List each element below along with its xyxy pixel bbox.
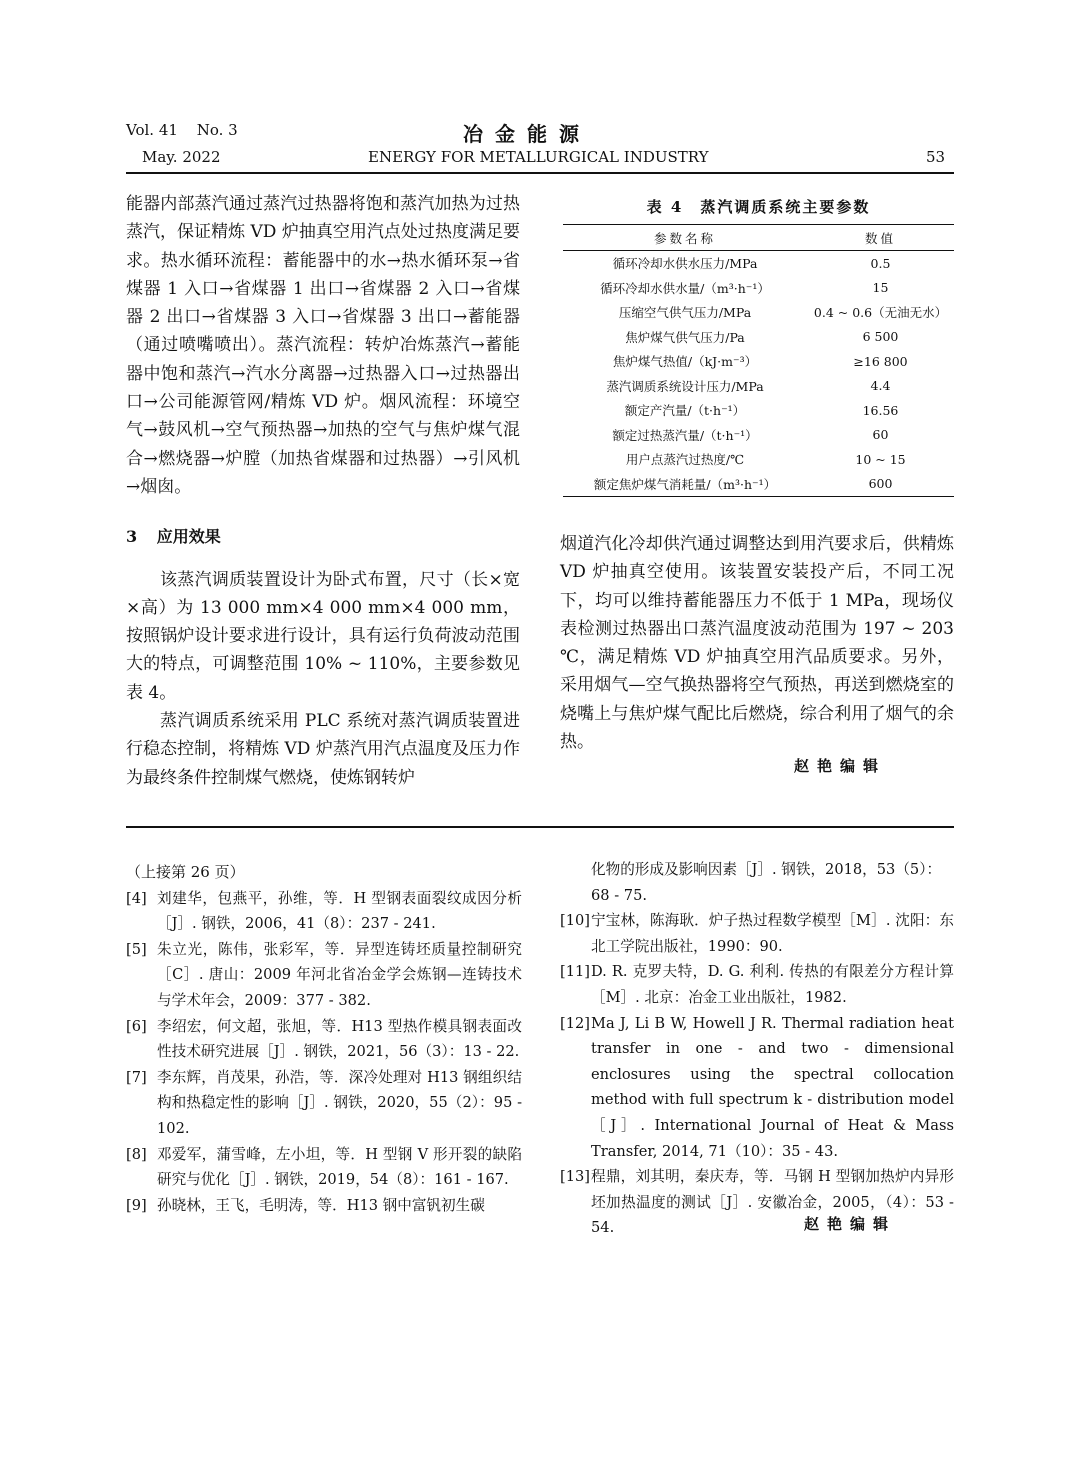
parameter-value: 0.5 bbox=[870, 255, 891, 271]
parameter-name: 额定焦炉煤气消耗量/（m³·h⁻¹） bbox=[563, 472, 807, 497]
reference-item bbox=[126, 1014, 522, 1065]
header-rule bbox=[126, 172, 954, 174]
parameter-name: 循环冷却水供水量/（m³·h⁻¹） bbox=[600, 280, 770, 296]
journal-title-en: ENERGY FOR METALLURGICAL INDUSTRY bbox=[368, 148, 709, 166]
parameter-name: 焦炉煤气热值/（kJ·m⁻³） bbox=[612, 354, 758, 370]
references-left bbox=[126, 860, 522, 1218]
reference-text: 刘建华，包燕平，孙维，等．H 型钢表面裂纹成因分析［J］. 钢铁，2006，41（8）：237 - 241. bbox=[157, 889, 522, 933]
paragraph: 蒸汽调质系统采用 PLC 系统对蒸汽调质装置进行稳态控制，将精炼 VD 炉蒸汽用汽点温度及压力作为最终条件控制煤气燃烧，使炼钢转炉 bbox=[126, 711, 520, 788]
parameters-table bbox=[563, 224, 954, 497]
table-row bbox=[563, 398, 954, 423]
reference-number: [6] bbox=[126, 1017, 147, 1035]
reference-number: [12] bbox=[560, 1014, 590, 1032]
reference-item bbox=[560, 908, 954, 959]
parameter-value: 60 bbox=[872, 427, 889, 443]
table-row bbox=[563, 423, 954, 448]
table-row bbox=[563, 349, 954, 374]
reference-text: 程鼎，刘其明，秦庆寿，等．马钢 H 型钢加热炉内异形坯加热温度的测试［J］. 安徽冶金，2005，（4）：53 - 54. bbox=[591, 1168, 954, 1237]
references-right bbox=[560, 857, 954, 1241]
volume: Vol. 41 bbox=[126, 121, 178, 139]
table-row bbox=[563, 472, 954, 497]
parameter-value: 15 bbox=[872, 280, 889, 296]
reference-number: [7] bbox=[126, 1068, 147, 1086]
reference-text: D. R. 克罗夫特，D. G. 利利. 传热的有限差分方程计算［M］. 北京：冶金工业出版社，1982. bbox=[591, 963, 954, 1006]
section-heading bbox=[126, 523, 520, 551]
reference-text: 李东辉，肖茂果，孙浩，等．深冷处理对 H13 钢组织结构和热稳定性的影响［J］. 钢铁，2020，55（2）：95 - 102. bbox=[157, 1068, 522, 1137]
page-number: 53 bbox=[926, 148, 946, 166]
section-number: 3 bbox=[126, 527, 138, 547]
column-header-name: 参数名称 bbox=[563, 225, 807, 251]
reference-number: [10] bbox=[560, 912, 590, 930]
reference-text: Ma J, Li B W, Howell J R. Thermal radiation heat transfer in one - and two - dimensional enclosures using the spectral collocation method with full spectrum k - distribution model［J］. International Journal of Heat & Mass Transfer, 2014, 71（10）：35 - 43. bbox=[591, 1014, 954, 1160]
issue-number: No. 3 bbox=[196, 121, 238, 139]
parameter-value: 6 500 bbox=[862, 329, 899, 345]
parameter-value: ≥16 800 bbox=[853, 353, 908, 369]
table-row bbox=[563, 447, 954, 472]
table-caption: 表 4 蒸汽调质系统主要参数 bbox=[646, 198, 871, 216]
table-row bbox=[563, 300, 954, 325]
volume-number bbox=[126, 121, 238, 139]
parameter-name: 用户点蒸汽过热度/℃ bbox=[625, 452, 745, 468]
editor-credit: 赵艳编辑 bbox=[804, 1215, 897, 1233]
reference-number: [4] bbox=[126, 889, 147, 907]
continued-note: （上接第 26 页） bbox=[126, 863, 245, 881]
parameter-value: 4.4 bbox=[870, 378, 891, 394]
parameter-value: 16.56 bbox=[862, 402, 899, 418]
reference-item bbox=[560, 959, 954, 1010]
reference-continuation: 化物的形成及影响因素［J］. 钢铁，2018，53（5）：68 - 75. bbox=[591, 861, 942, 904]
reference-item bbox=[126, 886, 522, 937]
parameter-name: 蒸汽调质系统设计压力/MPa bbox=[606, 378, 764, 394]
parameter-name: 循环冷却水供水压力/MPa bbox=[612, 256, 758, 272]
reference-number: [8] bbox=[126, 1145, 147, 1163]
section-title: 应用效果 bbox=[156, 527, 221, 547]
reference-item bbox=[560, 1011, 954, 1165]
issue-date: May. 2022 bbox=[142, 148, 221, 166]
parameter-name: 额定过热蒸汽量/（t·h⁻¹） bbox=[612, 427, 758, 443]
parameter-value: 10 ~ 15 bbox=[855, 451, 906, 467]
reference-number: [13] bbox=[560, 1168, 590, 1186]
table-row bbox=[563, 276, 954, 301]
right-column bbox=[560, 530, 954, 756]
paragraph: 烟道汽化冷却供汽通过调整达到用汽要求后，供精炼 VD 炉抽真空使用。该装置安装投产后，不同工况下，均可以维持蓄能器压力不低于 1 MPa，现场仪表检测过热器出口蒸汽温度波动范围为 197 ~ 203 ℃，满足精炼 VD 炉抽真空用汽品质要求。另外，采用烟气—空气换热器将空气预热，再送到燃烧室的烧嘴上与焦炉煤气配比后燃烧，综合利用了烟气的余热。 bbox=[560, 534, 954, 753]
reference-number: [11] bbox=[560, 963, 590, 981]
journal-title-cn: 冶金能源 bbox=[463, 122, 591, 146]
parameter-name: 焦炉煤气供气压力/Pa bbox=[625, 329, 745, 345]
reference-number: [9] bbox=[126, 1196, 147, 1214]
reference-text: 孙晓林，王飞，毛明涛，等．H13 钢中富钒初生碳 bbox=[157, 1196, 485, 1214]
parameter-value: 0.4 ~ 0.6（无油无水） bbox=[813, 305, 948, 321]
paragraph: 该蒸汽调质装置设计为卧式布置，尺寸（长×宽×高）为 13 000 mm×4 000 mm×4 000 mm，按照锅炉设计要求进行设计，具有运行负荷波动范围大的特点，可调整范围 10% ~ 110%，主要参数见表 4。 bbox=[126, 569, 520, 703]
table-row bbox=[563, 325, 954, 350]
reference-item bbox=[126, 1065, 522, 1142]
table-header-row bbox=[563, 225, 954, 251]
reference-text: 朱立光，陈伟，张彩军，等．异型连铸坯质量控制研究［C］. 唐山：2009 年河北省冶金学会炼钢—连铸技术与学术年会，2009：377 - 382. bbox=[157, 940, 522, 1009]
reference-item bbox=[126, 1193, 522, 1219]
reference-number: [5] bbox=[126, 940, 147, 958]
reference-item bbox=[126, 1142, 522, 1193]
left-column bbox=[126, 190, 520, 792]
parameter-value: 600 bbox=[807, 472, 954, 497]
editor-credit: 赵艳编辑 bbox=[794, 757, 887, 775]
paragraph: 能器内部蒸汽通过蒸汽过热器将饱和蒸汽加热为过热蒸汽，保证精炼 VD 炉抽真空用汽点处过热度满足要求。热水循环流程：蓄能器中的水→热水循环泵→省煤器 1 入口→省煤器 1 出口→省煤器 2 入口→省煤器 2 出口→省煤器 3 入口→省煤器 3 出口→蓄能器（通过喷嘴喷出）。蒸汽流程：转炉冶炼蒸汽→蓄能器中饱和蒸汽→汽水分离器→过热器入口→过热器出口→公司能源管网/精炼 VD 炉。烟风流程：环境空气→鼓风机→空气预热器→加热的空气与焦炉煤气混合→燃烧器→炉膛（加热省煤器和过热器）→引风机→烟囱。 bbox=[126, 194, 520, 497]
section-divider bbox=[126, 826, 954, 828]
reference-item bbox=[126, 937, 522, 1014]
table-row bbox=[563, 251, 954, 276]
parameter-name: 额定产汽量/（t·h⁻¹） bbox=[624, 403, 746, 419]
reference-text: 邓爱军，蒲雪峰，左小坦，等．H 型钢 V 形开裂的缺陷研究与优化［J］. 钢铁，2019，54（8）：161 - 167. bbox=[157, 1145, 522, 1189]
parameter-name: 压缩空气供气压力/MPa bbox=[618, 305, 752, 321]
column-header-value: 数值 bbox=[807, 225, 954, 251]
reference-text: 李绍宏，何文超，张旭，等．H13 型热作模具钢表面改性技术研究进展［J］. 钢铁，2021，56（3）：13 - 22. bbox=[157, 1017, 522, 1061]
table-row bbox=[563, 374, 954, 399]
reference-text: 宁宝林，陈海耿．炉子热过程数学模型［M］. 沈阳：东北工学院出版社，1990：90. bbox=[591, 912, 954, 955]
